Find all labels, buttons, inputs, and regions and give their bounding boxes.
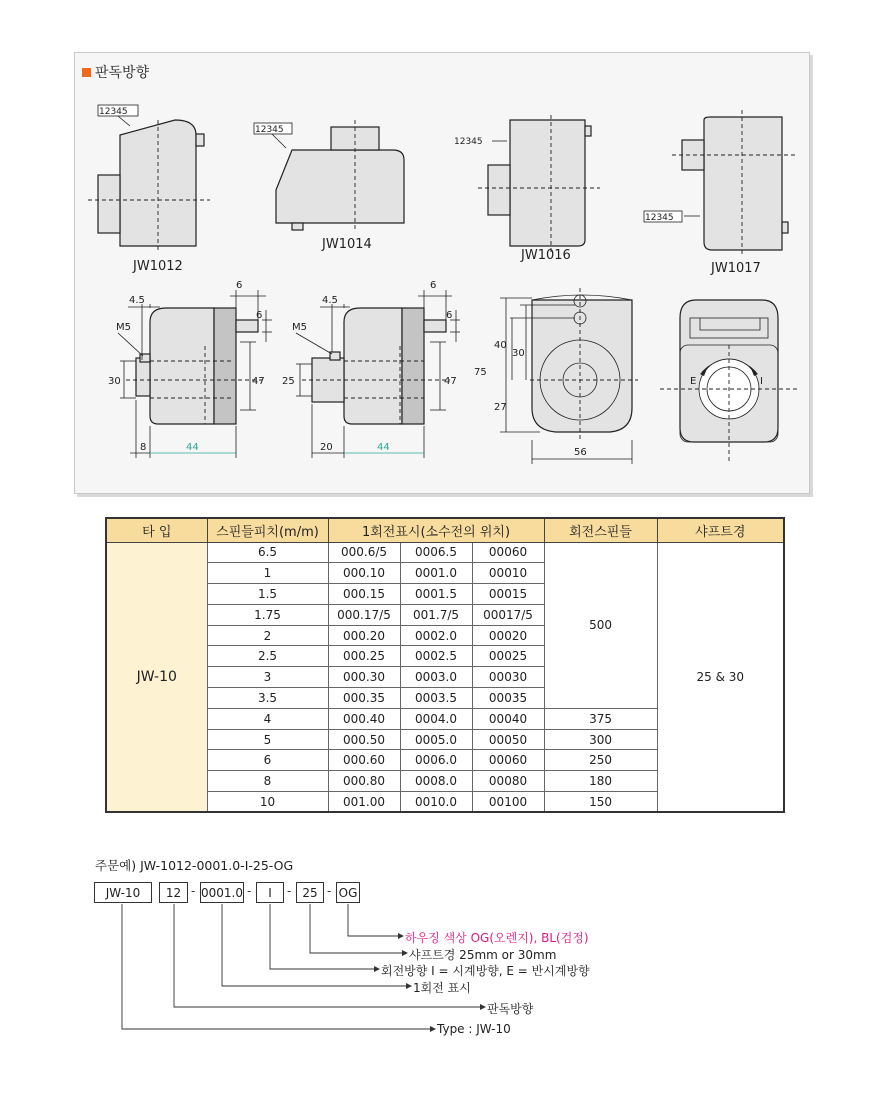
svg-text:4.5: 4.5 (322, 295, 338, 306)
svg-text:47: 47 (444, 376, 457, 387)
header-pitch: 스핀들피치(m/m) (207, 518, 328, 542)
svg-text:6: 6 (446, 310, 453, 321)
jw1014-drawing (254, 120, 404, 252)
table-row: 10 001.00 0010.0 00100 150 (106, 792, 784, 813)
svg-text:E: E (690, 376, 697, 387)
table-row: 4 000.40 0004.0 00040 375 (106, 708, 784, 729)
order-box-direction: I (256, 882, 284, 903)
table-row: 6 000.60 0006.0 00060 250 (106, 750, 784, 771)
svg-text:30: 30 (108, 376, 121, 387)
svg-text:44: 44 (186, 442, 199, 453)
technical-drawings (0, 0, 893, 500)
order-label-shaft: 샤프트경 25mm or 30mm (409, 948, 557, 962)
top-view (660, 300, 798, 462)
jw1017-label: JW1017 (711, 261, 761, 276)
order-label-color: 하우징 색상 OG(오렌지), BL(검정) (405, 931, 589, 945)
jw1016-counter: 12345 (454, 137, 483, 147)
order-box-display: 0001.0 (200, 882, 244, 903)
svg-text:6: 6 (256, 310, 263, 321)
jw1017-drawing (644, 110, 798, 276)
header-type: 타 입 (106, 518, 207, 542)
svg-text:40: 40 (494, 340, 507, 351)
svg-text:6: 6 (430, 280, 437, 291)
order-box-shaft: 25 (296, 882, 324, 903)
svg-text:47: 47 (252, 376, 265, 387)
svg-text:56: 56 (574, 447, 587, 458)
table-row: 1 000.10 0001.0 00010 (106, 563, 784, 584)
spec-table (105, 517, 785, 813)
order-box-model: 12 (159, 882, 188, 903)
svg-text:6: 6 (236, 280, 243, 291)
svg-text:25: 25 (282, 376, 295, 387)
spindle-500-cell: 500 (544, 542, 657, 708)
table-row: 2 000.20 0002.0 00020 (106, 625, 784, 646)
jw1014-counter: 12345 (255, 125, 284, 135)
section-title-text: 판독방향 (95, 65, 150, 81)
jw1016-drawing (454, 115, 600, 263)
svg-text:75: 75 (474, 367, 487, 378)
svg-text:20: 20 (320, 442, 333, 453)
header-shaft: 샤프트경 (657, 518, 784, 542)
order-box-type: JW-10 (94, 882, 152, 903)
header-display: 1회전표시(소수전의 위치) (328, 518, 544, 542)
order-label-type: Type : JW-10 (437, 1022, 511, 1036)
table-header-row (106, 518, 784, 542)
svg-text:I: I (760, 376, 763, 387)
table-row: 5 000.50 0005.0 00050 300 (106, 729, 784, 750)
table-row: JW-10 6.5 000.6/5 0006.5 00060 500 25 & 30 (106, 542, 784, 563)
order-label-reading: 판독방향 (487, 1002, 534, 1016)
svg-text:M5: M5 (116, 322, 131, 333)
table-row: 1.5 000.15 0001.5 00015 (106, 584, 784, 605)
jw1012-drawing (88, 105, 210, 274)
table-row: 1.75 000.17/5 001.7/5 00017/5 (106, 604, 784, 625)
jw1016-label: JW1016 (521, 248, 571, 263)
table-row: 3 000.30 0003.0 00030 (106, 667, 784, 688)
front-view (474, 288, 638, 464)
order-box-color: OG (336, 882, 360, 903)
header-spindle: 회전스핀들 (544, 518, 657, 542)
side-view-30 (108, 280, 272, 458)
order-label-direction: 회전방향 I = 시계방향, E = 반시계방향 (381, 964, 590, 978)
svg-text:4.5: 4.5 (129, 295, 145, 306)
svg-text:27: 27 (494, 402, 507, 413)
svg-text:8: 8 (140, 442, 147, 453)
svg-text:M5: M5 (292, 322, 307, 333)
jw1012-label: JW1012 (133, 259, 183, 274)
jw1012-counter: 12345 (99, 107, 128, 117)
table-row: 8 000.80 0008.0 00080 180 (106, 771, 784, 792)
type-cell: JW-10 (106, 542, 207, 812)
svg-text:44: 44 (377, 442, 390, 453)
table-row: 3.5 000.35 0003.5 00035 (106, 688, 784, 709)
jw1014-label: JW1014 (322, 237, 372, 252)
order-label-display: 1회전 표시 (413, 981, 471, 995)
jw1017-counter: 12345 (645, 213, 674, 223)
side-view-25 (282, 280, 460, 458)
svg-text:30: 30 (512, 348, 525, 359)
table-row: 2.5 000.25 0002.5 00025 (106, 646, 784, 667)
shaft-cell: 25 & 30 (657, 542, 784, 812)
order-example-title: 주문예) JW-1012-0001.0-I-25-OG (95, 858, 294, 873)
